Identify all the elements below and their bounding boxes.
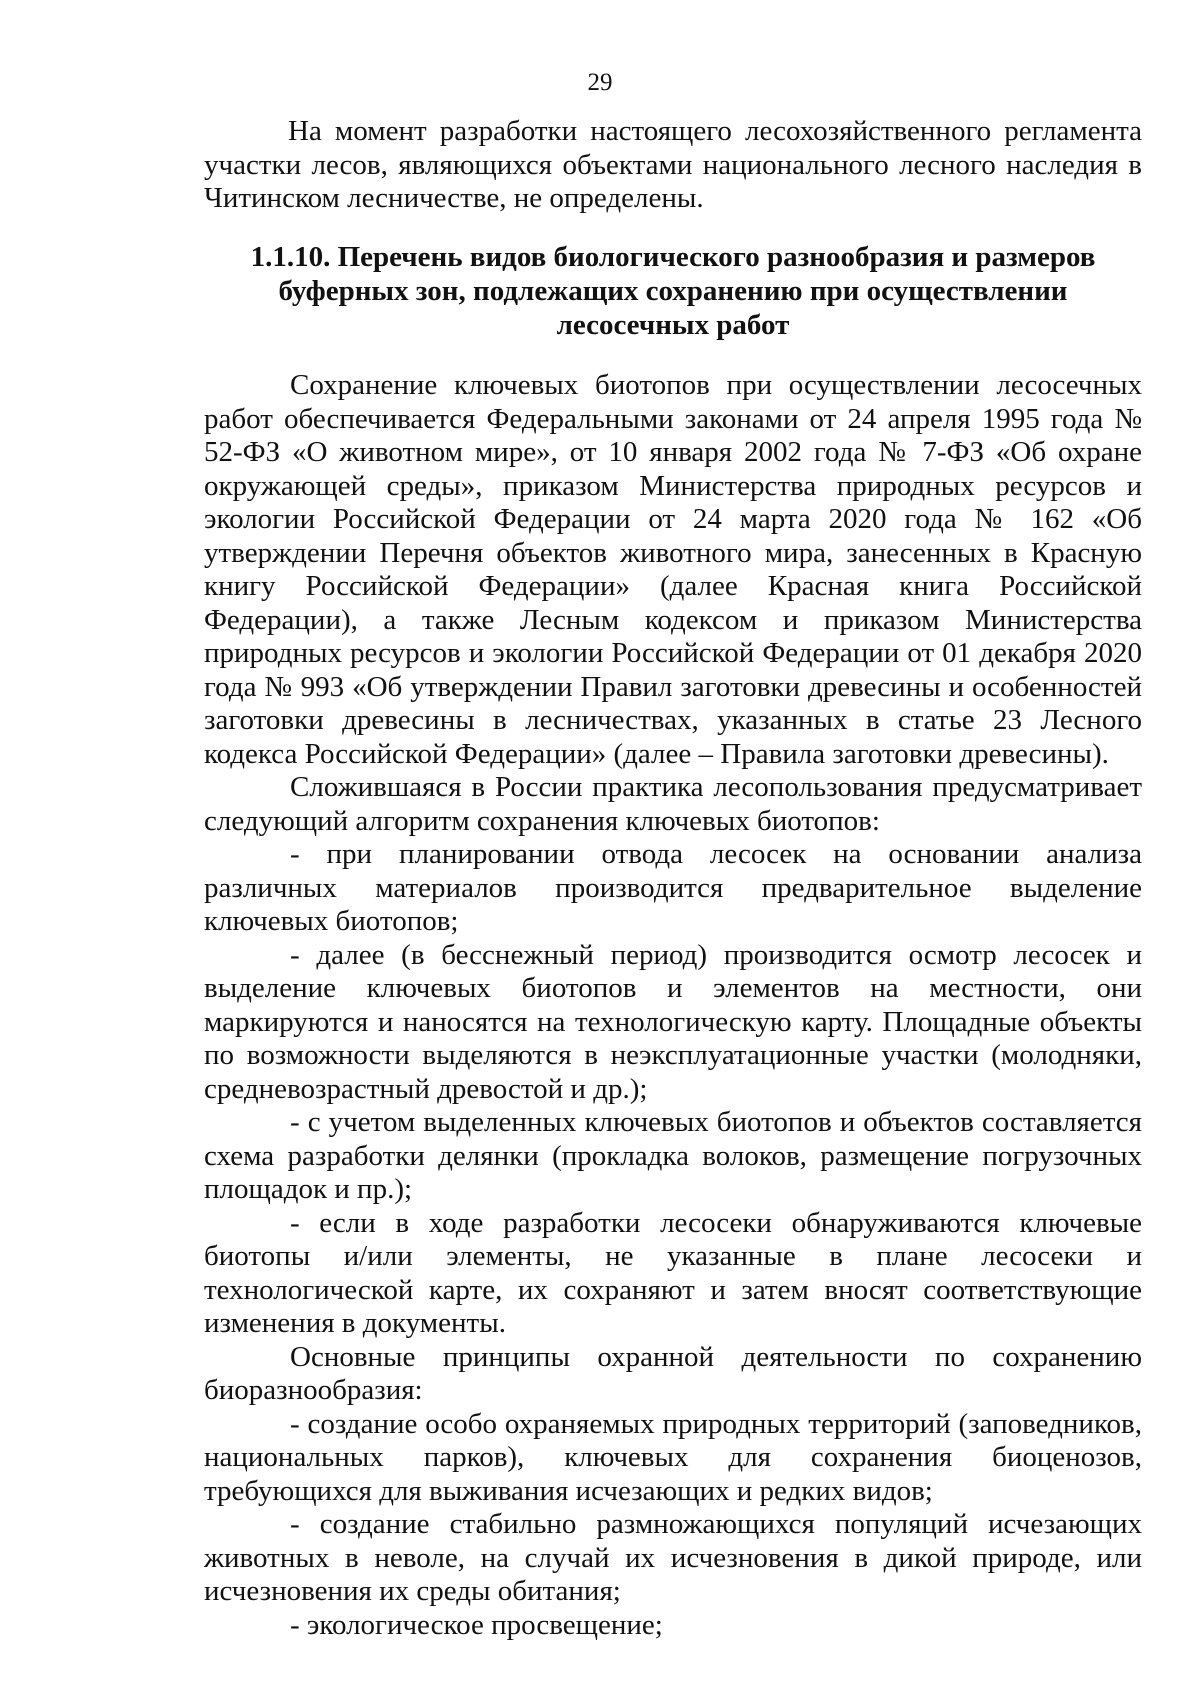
- paragraph-legal-basis: Сохранение ключевых биотопов при осуществлении лесосечных работ обеспечивается Федеральными законами от 24 апреля 1995 года № 52-ФЗ «О животном мире», от 10 января 2002 года № 7-ФЗ «Об охране окружающей среды», приказом Министерства природных ресурсов и экологии Российской Федерации от 24 марта 2020 года № 162 «Об утверждении Перечня объектов животного мира, занесенных в Красную книгу Российской Федерации» (далее Красная книга Российской Федерации), а также Лесным кодексом и приказом Министерства природных ресурсов и экологии Российской Федерации от 01 декабря 2020 года № 993 «Об утверждении Правил заготовки древесины и особенностей заготовки древесины в лесничествах, указанных в статье 23 Лесного кодекса Российской Федерации» (далее – Правила заготовки древесины).: [204, 369, 1142, 770]
- list-item-education: - экологическое просвещение;: [290, 1608, 663, 1641]
- intro-block: [204, 115, 1142, 216]
- intro-paragraph: На момент разработки настоящего лесохозяйственного регламента участки лесов, являющихся объектами национального лесного наследия в Читинском лесничестве, не определены.: [204, 115, 1142, 214]
- paragraph-principles-intro: Основные принципы охранной деятельности по сохранению биоразнообразия:: [204, 1340, 1142, 1406]
- list-item-protected-areas: - создание особо охраняемых природных территорий (заповедников, национальных парков), ключевых для сохранения биоценозов, требующихся для выживания исчезающих и редких видов;: [204, 1407, 1142, 1507]
- list-item-planning: - при планировании отвода лесосек на основании анализа различных материалов производится предварительное выделение ключевых биотопов;: [204, 838, 1142, 937]
- page-number: 29: [587, 69, 613, 96]
- list-item-captive-populations: - создание стабильно размножающихся популяций исчезающих животных в неволе, на случай их исчезновения в дикой природе, или исчезновения их среды обитания;: [204, 1508, 1142, 1607]
- body-text: [204, 369, 1142, 1642]
- list-item-scheme: - с учетом выделенных ключевых биотопов и объектов составляется схема разработки делянки (прокладка волоков, размещение погрузочных площадок и пр.);: [204, 1106, 1142, 1205]
- list-item-inspection: - далее (в бесснежный период) производится осмотр лесосек и выделение ключевых биотопов и элементов на местности, они маркируются и наносятся на технологическую карту. Площадные объекты по возможности выделяются в неэксплуатационные участки (молодняки, средневозрастный древостой и др.);: [204, 938, 1142, 1105]
- section-heading: 1.1.10. Перечень видов биологического разнообразия и размеров буферных зон, подлежащих сохранению при осуществлении лесосечных работ: [250, 241, 1096, 341]
- paragraph-algorithm-intro: Сложившаяся в России практика лесопользования предусматривает следующий алгоритм сохранения ключевых биотопов:: [204, 771, 1142, 837]
- list-item-discovery: - если в ходе разработки лесосеки обнаруживаются ключевые биотопы и/или элементы, не указанные в плане лесосеки и технологической карте, их сохраняют и затем вносят соответствующие изменения в документы.: [204, 1206, 1142, 1339]
